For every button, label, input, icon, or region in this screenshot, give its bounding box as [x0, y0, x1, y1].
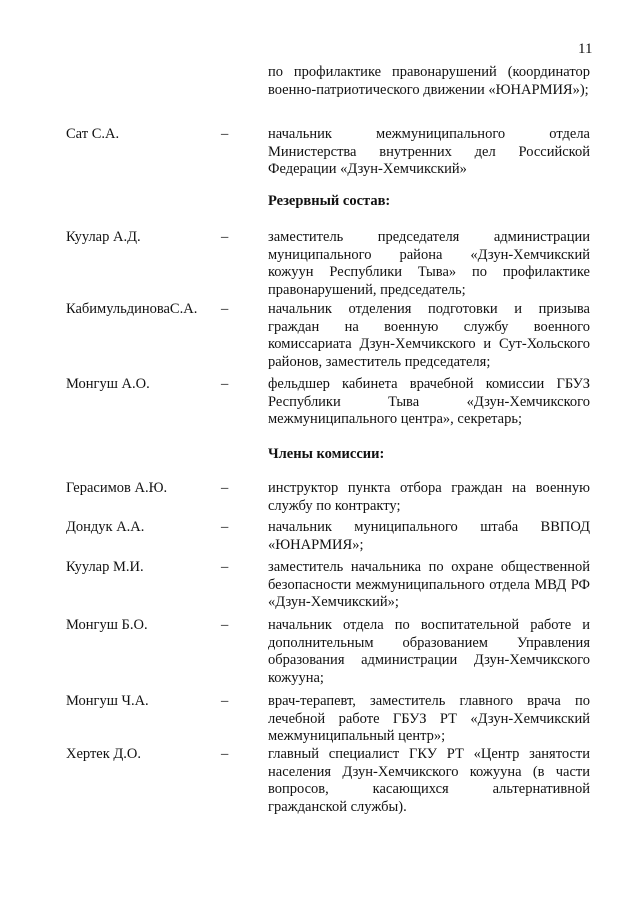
member-name: Куулар М.И.: [66, 559, 144, 575]
reserve-heading: Резервный состав:: [268, 193, 391, 209]
member-position: начальник межмуниципального отдела Министерства внутренних дел Российской Федерации «Дзун-Хемчикский»: [268, 126, 590, 177]
member-name: КабимульдиноваС.А.: [66, 301, 198, 317]
dash-separator: –: [221, 480, 229, 496]
member-name: Монгуш А.О.: [66, 376, 150, 392]
page-number: 11: [578, 41, 593, 57]
dash-separator: –: [221, 559, 229, 575]
member-name: Хертек Д.О.: [66, 746, 142, 762]
member-position: начальник муниципального штаба ВВПОД «ЮНАРМИЯ»;: [268, 519, 590, 553]
member-position: начальник отделения подготовки и призыва граждан на военную службу военного комиссариата Дзун-Хемчикского и Сут-Хольского районов, заместитель председателя;: [268, 301, 590, 370]
dash-separator: –: [221, 229, 229, 245]
dash-separator: –: [221, 519, 229, 535]
members-heading: Члены комиссии:: [268, 446, 385, 462]
member-name: Монгуш Б.О.: [66, 617, 148, 633]
member-position: врач-терапевт, заместитель главного врача по лечебной работе ГБУЗ РТ «Дзун-Хемчикский межмуниципальный центр»;: [268, 693, 590, 744]
member-name: Дондук А.А.: [66, 519, 145, 535]
member-position: начальник отдела по воспитательной работе и дополнительным образованием Управления образования администрации Дзун-Хемчикского кожууна;: [268, 617, 590, 686]
dash-separator: –: [221, 693, 229, 709]
member-position: заместитель председателя администрации муниципального района «Дзун-Хемчикский кожуун Республики Тыва» по профилактике правонарушений, председатель;: [268, 229, 590, 298]
member-position: фельдшер кабинета врачебной комиссии ГБУЗ Республики Тыва «Дзун-Хемчикского межмуниципального центра», секретарь;: [268, 376, 590, 427]
member-position: заместитель начальника по охране общественной безопасности межмуниципального отдела МВД РФ «Дзун-Хемчикский»;: [268, 559, 590, 610]
member-position: инструктор пункта отбора граждан на военную службу по контракту;: [268, 480, 590, 514]
dash-separator: –: [221, 746, 229, 762]
continued-description: по профилактике правонарушений (координатор военно-патриотического движении «ЮНАРМИЯ»);: [268, 64, 590, 98]
member-name: Куулар А.Д.: [66, 229, 141, 245]
dash-separator: –: [221, 126, 229, 142]
member-name: Сат С.А.: [66, 126, 120, 142]
member-position: главный специалист ГКУ РТ «Центр занятости населения Дзун-Хемчикского кожууна (в части вопросов, касающихся альтернативной гражданской службы).: [268, 746, 590, 815]
dash-separator: –: [221, 617, 229, 633]
dash-separator: –: [221, 376, 229, 392]
member-name: Герасимов А.Ю.: [66, 480, 168, 496]
member-name: Монгуш Ч.А.: [66, 693, 149, 709]
dash-separator: –: [221, 301, 229, 317]
